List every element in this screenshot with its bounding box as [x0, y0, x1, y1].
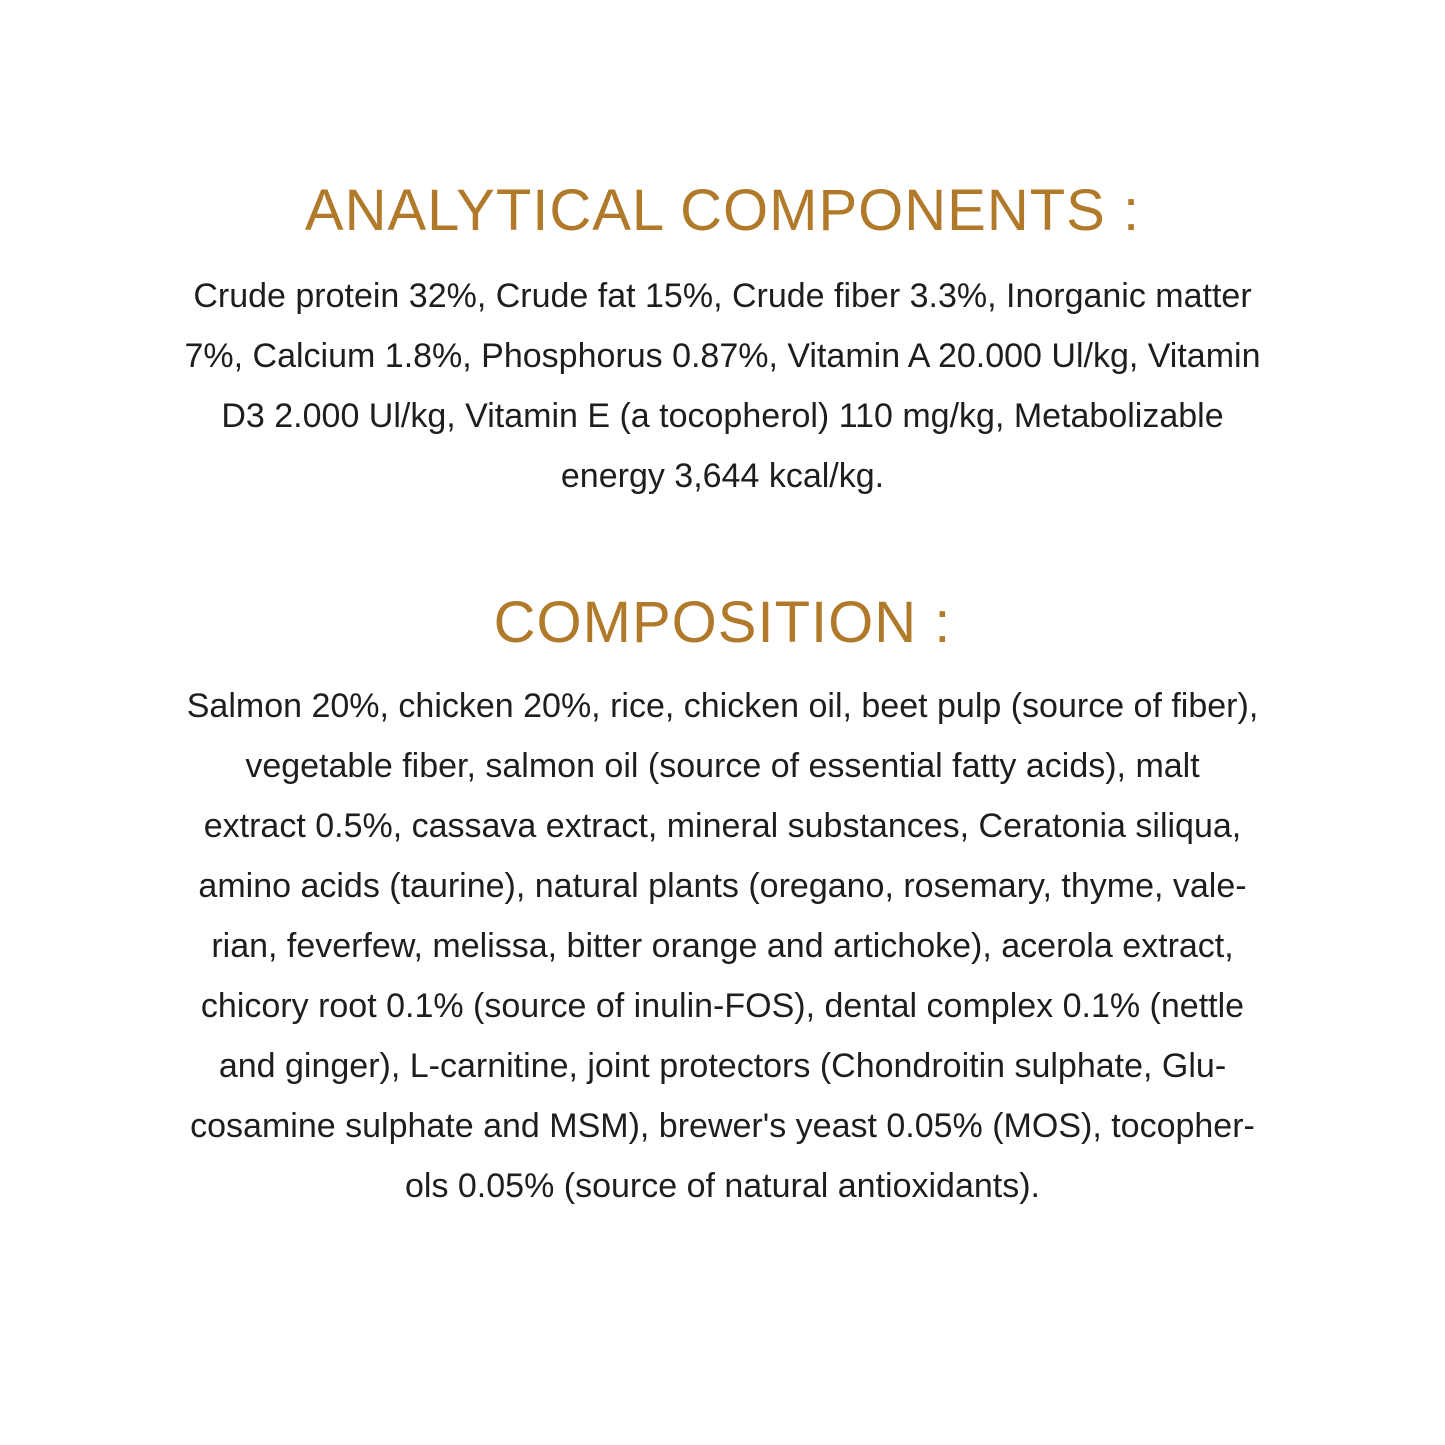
analytical-components-section: [0, 178, 1445, 506]
analytical-components-text: [0, 266, 1445, 506]
composition-line: and ginger), L-carnitine, joint protectors (Chondroitin sulphate, Glu-: [218, 1047, 1227, 1085]
composition-line: chicory root 0.1% (source of inulin-FOS), dental complex 0.1% (nettle: [200, 987, 1245, 1025]
composition-line: vegetable fiber, salmon oil (source of essential fatty acids), malt: [245, 747, 1200, 785]
analytical-line: 7%, Calcium 1.8%, Phosphorus 0.87%, Vitamin A 20.000 Ul/kg, Vitamin: [184, 337, 1261, 375]
analytical-components-heading: ANALYTICAL COMPONENTS :: [304, 178, 1141, 243]
composition-line: ols 0.05% (source of natural antioxidants).: [404, 1167, 1040, 1205]
composition-line: rian, feverfew, melissa, bitter orange and artichoke), acerola extract,: [211, 927, 1234, 965]
composition-line: amino acids (taurine), natural plants (oregano, rosemary, thyme, vale-: [198, 867, 1247, 905]
analytical-line: D3 2.000 Ul/kg, Vitamin E (a tocopherol) 110 mg/kg, Metabolizable: [221, 397, 1224, 435]
composition-text: [0, 676, 1445, 1216]
analytical-line: energy 3,644 kcal/kg.: [560, 457, 885, 495]
composition-heading: COMPOSITION :: [493, 590, 952, 655]
composition-line: extract 0.5%, cassava extract, mineral substances, Ceratonia siliqua,: [203, 807, 1242, 845]
composition-section: [0, 590, 1445, 1216]
composition-line: Salmon 20%, chicken 20%, rice, chicken oil, beet pulp (source of fiber),: [186, 687, 1259, 725]
composition-line: cosamine sulphate and MSM), brewer's yeast 0.05% (MOS), tocopher-: [190, 1107, 1255, 1145]
analytical-line: Crude protein 32%, Crude fat 15%, Crude fiber 3.3%, Inorganic matter: [193, 277, 1252, 315]
